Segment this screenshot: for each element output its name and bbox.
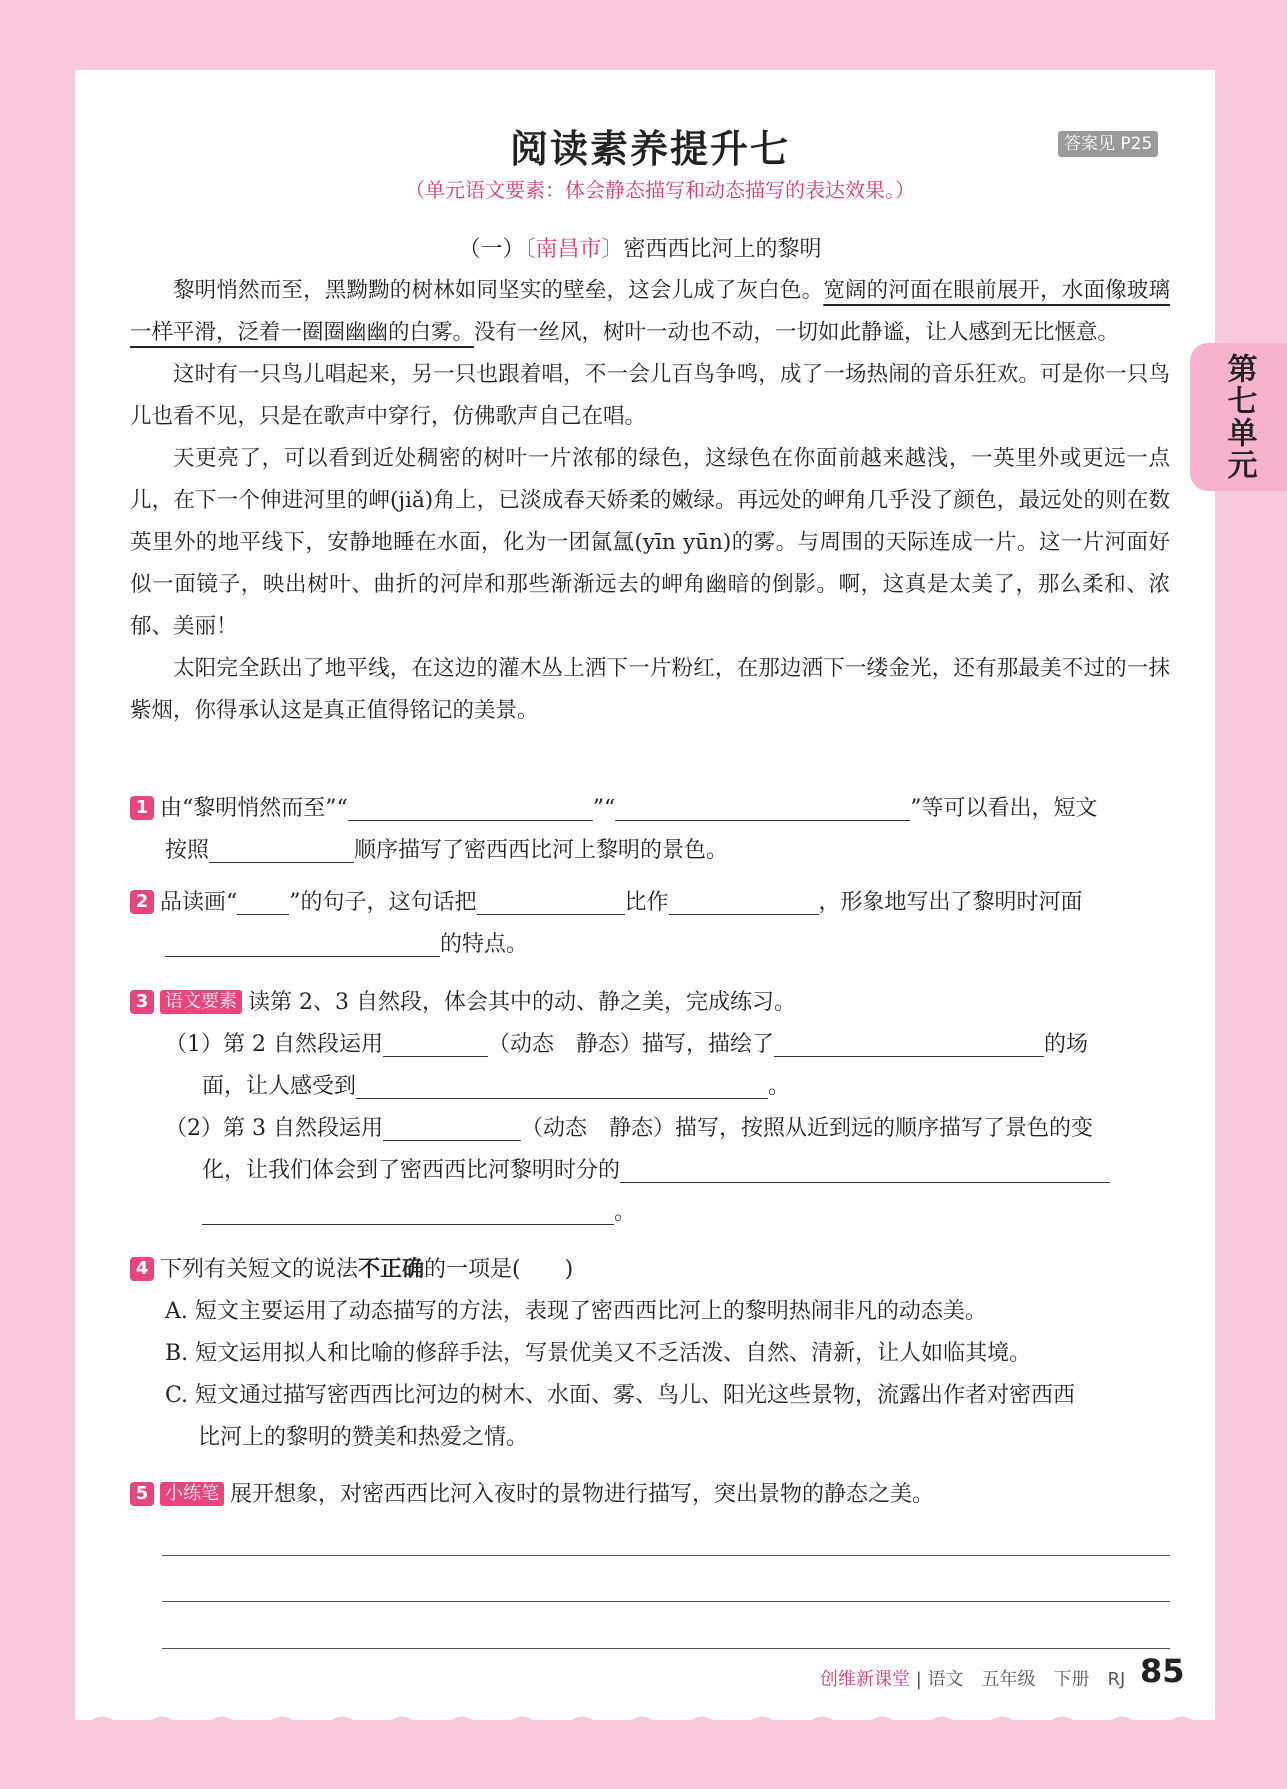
- question-3: 3 语文要素 读第 2、3 自然段，体会其中的动、静之美，完成练习。 （1）第 2 自然段运用 （动态 静态）描写，描绘了 的场 面，让人感受到 。 （2）第 3 自然段运用 （动态 静态）描写，按照从近到远的顺序描写了景色的变 化，让我们体会到了密西西比河黎明时分的 。: [130, 982, 1170, 1234]
- question-4: 4 下列有关短文的说法不正确的一项是( ) A. 短文主要运用了动态描写的方法，表现了密西西比河上的黎明热闹非凡的动态美。 B. 短文运用拟人和比喻的修辞手法，写景优美又不乏活泼、自然、清新，让人如临其境。 C. 短文通过描写密西西比河边的树木、水面、雾、鸟儿、阳光这些景物，流露出作者对密西西 比河上的黎明的赞美和热爱之情。: [130, 1248, 1170, 1459]
- section-title: 密西西比河上的黎明: [623, 237, 822, 262]
- answer-blank[interactable]: [620, 1154, 1110, 1183]
- option-c[interactable]: C. 短文通过描写密西西比河边的树木、水面、雾、鸟儿、阳光这些景物，流露出作者对密西西: [165, 1383, 1076, 1408]
- answer-blank[interactable]: [774, 1028, 1044, 1057]
- reading-passage: [130, 270, 1170, 732]
- section-city: 〔南昌市〕: [524, 237, 624, 262]
- wavy-bottom-border: [0, 1709, 1287, 1789]
- question-number-5: 5: [130, 1482, 154, 1506]
- answer-blank[interactable]: [165, 928, 440, 957]
- paragraph-2: 这时有一只鸟儿唱起来，另一只也跟着唱，不一会儿百鸟争鸣，成了一场热闹的音乐狂欢。可是你一只鸟儿也看不见，只是在歌声中穿行，仿佛歌声自己在唱。: [130, 362, 1170, 429]
- question-number-4: 4: [130, 1257, 154, 1281]
- unit-subtitle: （单元语文要素：体会静态描写和动态描写的表达效果。）: [405, 178, 915, 202]
- writing-line[interactable]: [162, 1601, 1170, 1602]
- answer-blank[interactable]: [669, 886, 819, 915]
- question-1: 1 由“黎明悄然而至”“ ”“ ”等可以看出，短文 按照 顺序描写了密西西比河上黎明的景色。: [130, 788, 1170, 872]
- underlined-sentence: 宽阔的河面在眼前展开，水面像玻璃一样平滑，泛着一圈圈幽幽的白雾。: [130, 278, 1170, 345]
- page-number: 85: [1140, 1652, 1185, 1690]
- answer-blank[interactable]: [348, 792, 593, 821]
- question-number-3: 3: [130, 990, 154, 1014]
- footer-info: [820, 1665, 1190, 1691]
- question-2: 2 品读画“ ”的句子，这句话把 比作 ，形象地写出了黎明时河面 的特点。: [130, 882, 1170, 966]
- unit-side-tab: 第七单元: [1190, 343, 1287, 491]
- answer-blank[interactable]: [237, 886, 289, 915]
- writing-line[interactable]: [162, 1648, 1170, 1649]
- answer-blank[interactable]: [383, 1028, 488, 1057]
- paragraph-3: 天更亮了，可以看到近处稠密的树叶一片浓郁的绿色，这绿色在你面前越来越浅，一英里外或更远一点儿，在下一个伸进河里的岬(jiǎ)角上，已淡成春天娇柔的嫩绿。再远处的岬角几乎没了颜色，最远处的则在数英里外的地平线下，安静地睡在水面，化为一团氤氲(yīn yūn)的雾。与周围的天际连成一片。这一片河面好似一面镜子，映出树叶、曲折的河岸和那些渐渐远去的岬角幽暗的倒影。啊，这真是太美了，那么柔和、浓郁、美丽！: [130, 446, 1170, 639]
- answer-blank[interactable]: [209, 834, 354, 863]
- section-heading: [360, 232, 920, 263]
- writing-line[interactable]: [162, 1555, 1170, 1556]
- option-a[interactable]: A. 短文主要运用了动态描写的方法，表现了密西西比河上的黎明热闹非凡的动态美。: [165, 1299, 987, 1324]
- paragraph-1: 黎明悄然而至，黑黝黝的树林如同坚实的壁垒，这会儿成了灰白色。宽阔的河面在眼前展开，水面像玻璃一样平滑，泛着一圈圈幽幽的白雾。没有一丝风，树叶一动也不动，一切如此静谧，让人感到无比惬意。: [130, 278, 1170, 345]
- language-element-tag: 语文要素: [160, 990, 242, 1014]
- section-prefix: （一）: [458, 237, 525, 262]
- footer-book-info: 语文 五年级 下册 RJ: [927, 1669, 1126, 1690]
- question-number-2: 2: [130, 890, 154, 914]
- option-b[interactable]: B. 短文运用拟人和比喻的修辞手法，写景优美又不乏活泼、自然、清新，让人如临其境。: [165, 1341, 1032, 1366]
- question-number-1: 1: [130, 796, 154, 820]
- option-c-continued: 比河上的黎明的赞美和热爱之情。: [198, 1425, 529, 1450]
- answer-blank[interactable]: [383, 1112, 521, 1141]
- footer-separator: |: [915, 1669, 922, 1690]
- answer-blank[interactable]: [615, 792, 910, 821]
- question-5: 5 小练笔 展开想象，对密西西比河入夜时的景物进行描写，突出景物的静态之美。: [130, 1474, 1170, 1516]
- footer-brand: 创维新课堂: [820, 1669, 910, 1690]
- page-title: 阅读素养提升七: [509, 127, 790, 171]
- answer-reference-badge: 答案见 P25: [1058, 131, 1158, 157]
- answer-blank[interactable]: [202, 1196, 614, 1225]
- answer-blank[interactable]: [356, 1070, 768, 1099]
- paragraph-4: 太阳完全跃出了地平线，在这边的灌木丛上洒下一片粉红，在那边洒下一缕金光，还有那最美不过的一抹紫烟，你得承认这是真正值得铭记的美景。: [130, 656, 1170, 723]
- writing-practice-tag: 小练笔: [160, 1482, 224, 1506]
- answer-blank[interactable]: [477, 886, 625, 915]
